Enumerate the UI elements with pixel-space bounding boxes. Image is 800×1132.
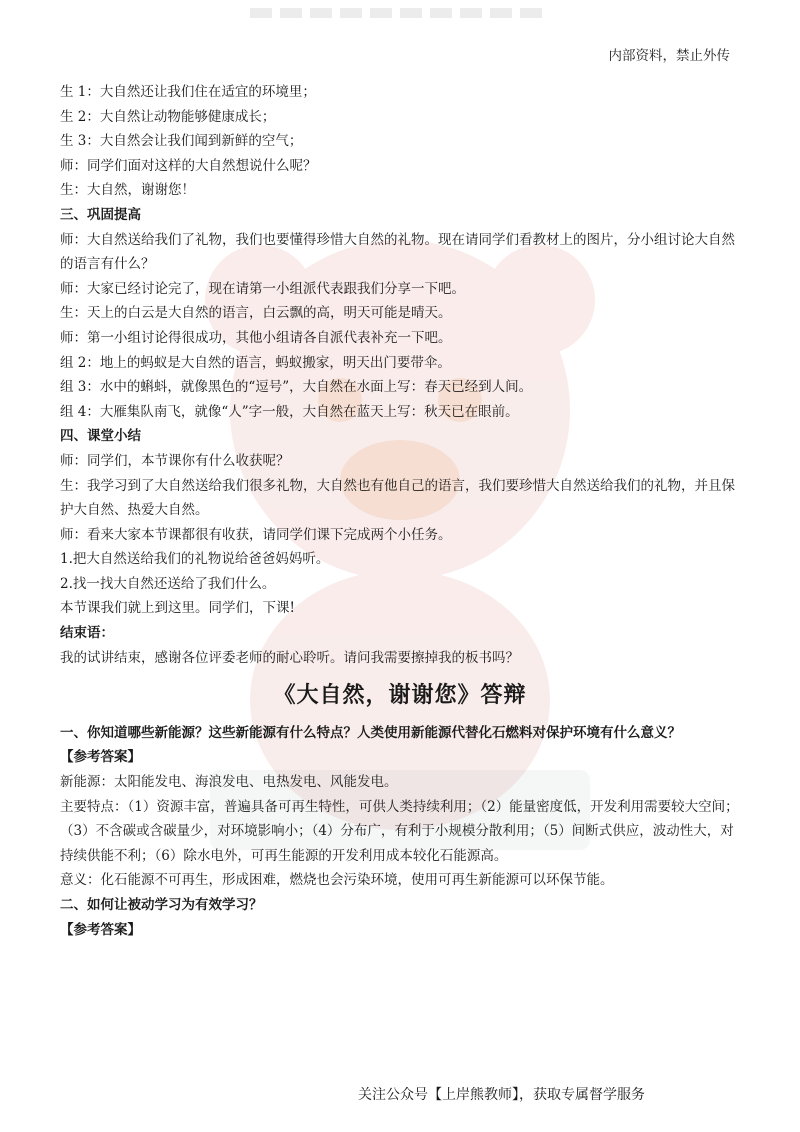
section-heading: 结束语： bbox=[60, 625, 114, 642]
text-line: 我的试讲结束，感谢各位评委老师的耐心聆听。请问我需要擦掉我的板书吗？ bbox=[60, 649, 519, 666]
section-heading: 四、课堂小结 bbox=[60, 428, 141, 445]
document-body bbox=[60, 80, 740, 942]
text-line: 师：同学们面对这样的大自然想说什么呢？ bbox=[60, 157, 317, 174]
text-line: 生：大自然，谢谢您！ bbox=[60, 182, 195, 199]
text-line: 组 2：地上的蚂蚁是大自然的语言，蚂蚁搬家，明天出门要带伞。 bbox=[60, 354, 451, 371]
text-line: 师：看来大家本节课都很有收获，请同学们课下完成两个小任务。 bbox=[60, 526, 452, 543]
text-line: 师：大家已经讨论完了，现在请第一小组派代表跟我们分享一下吧。 bbox=[60, 280, 465, 297]
text-line: 师：同学们，本节课你有什么收获呢？ bbox=[60, 452, 290, 469]
text-line: 2.找一找大自然还送给了我们什么。 bbox=[60, 575, 276, 592]
section-heading: 三、巩固提高 bbox=[60, 206, 141, 223]
text-line: 意义：化石能源不可再生，形成困难，燃烧也会污染环境，使用可再生新能源可以环保节能。 bbox=[60, 872, 614, 889]
text-line: 本节课我们就上到这里。同学们，下课! bbox=[60, 600, 295, 617]
text-line: 生 3：大自然会让我们闻到新鲜的空气； bbox=[60, 133, 303, 150]
text-line: 新能源：太阳能发电、海浪发电、电热发电、风能发电。 bbox=[60, 774, 398, 791]
answer-label: 【参考答案】 bbox=[60, 749, 141, 766]
question-heading: 二、如何让被动学习为有效学习？ bbox=[60, 897, 263, 913]
text-line: 组 3：水中的蝌蚪，就像黑色的“逗号”，大自然在水面上写：春天已经到人间。 bbox=[60, 379, 533, 396]
text-line: 生 1：大自然还让我们住在适宜的环境里； bbox=[60, 84, 316, 100]
question-heading: 一、你知道哪些新能源？这些新能源有什么特点？人类使用新能源代替化石燃料对保护环境有什么意义？ bbox=[60, 724, 681, 741]
header-faded-strip bbox=[250, 8, 550, 18]
text-line: 主要特点：（1）资源丰富，普遍具备可再生特性，可供人类持续利用；（2）能量密度低，开发利用需要较大空间；（3）不含碳或含碳量少，对环境影响小；（4）分布广，有利于小规模分散利用；（5）间断式供应，波动性大，对持续供能不利；（6）除水电外，可再生能源的开发利用成本较化石能源高。 bbox=[60, 798, 739, 864]
text-line: 生 2：大自然让动物能够健康成长； bbox=[60, 108, 276, 125]
text-line: 师：第一小组讨论得很成功，其他小组请各自派代表补充一下吧。 bbox=[60, 329, 452, 346]
text-line: 师：大自然送给我们了礼物，我们也要懂得珍惜大自然的礼物。现在请同学们看教材上的图片，分小组讨论大自然的语言有什么？ bbox=[60, 231, 735, 273]
text-line: 生：天上的白云是大自然的语言，白云飘的高，明天可能是晴天。 bbox=[60, 305, 452, 322]
text-line: 生：我学习到了大自然送给我们很多礼物，大自然也有他自己的语言，我们要珍惜大自然送给我们的礼物，并且保护大自然、热爱大自然。 bbox=[60, 477, 735, 519]
text-line: 组 4：大雁集队南飞，就像“人”字一般，大自然在蓝天上写：秋天已在眼前。 bbox=[60, 403, 519, 420]
page-footer: 关注公众号【上岸熊教师】，获取专属督学服务 bbox=[358, 1087, 645, 1103]
confidential-note: 内部资料，禁止外传 bbox=[608, 48, 730, 64]
page-title: 《大自然，谢谢您》答辩 bbox=[273, 683, 527, 709]
text-line: 1.把大自然送给我们的礼物说给爸爸妈妈听。 bbox=[60, 551, 330, 568]
answer-label: 【参考答案】 bbox=[60, 921, 141, 938]
